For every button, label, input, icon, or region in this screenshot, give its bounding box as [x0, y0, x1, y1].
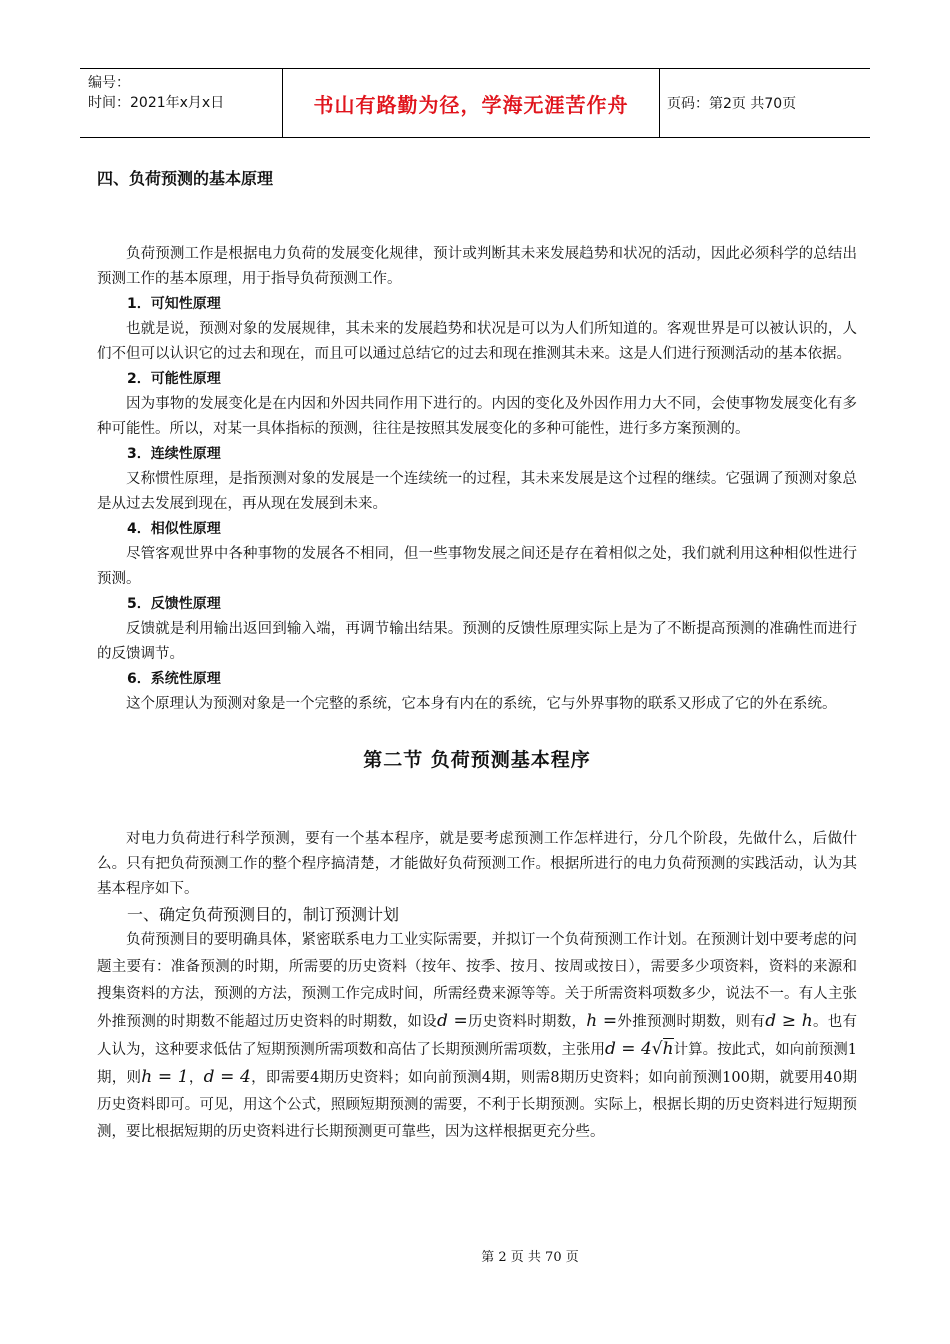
principle-heading: 6．系统性原理: [127, 671, 221, 687]
para-text: 负荷预测目的要明确具体，紧密联系电力工业实际需要，并拟订一个负荷预测工作计划。在预测计划中要考虑的问题主要有：准备预测的时期，所需要的历史资料（按年、按季、按月、按周或按日），需要多少项资料，资料的来源和搜集资料的方法，预测的方法，预测工作完成时间，所需经费来源等等。关于所需资料项数多少，说法不一。有人主张外推预测的时期数不能超过历史资料的时期数，如设: [97, 932, 857, 1030]
math-h-eq: h =: [586, 1011, 618, 1031]
document-body: [97, 168, 857, 1146]
page-header: [80, 68, 870, 138]
principle-heading: 2．可能性原理: [127, 371, 221, 387]
para-text: 计算。按此式，如向前预测1期，则: [97, 1042, 857, 1086]
principle-text: 也就是说，预测对象的发展规律，其未来的发展趋势和状况是可以为人们所知道的。客观世界是可以被认识的，人们不但可以认识它的过去和现在，而且可以通过总结它的过去和现在推测其未来。这是人们进行预测活动的基本依据。: [97, 321, 857, 362]
step-paragraph: [97, 927, 857, 1146]
para-text: ，: [188, 1070, 204, 1086]
chapter-title: 第二节 负荷预测基本程序: [363, 749, 591, 771]
principle-text: 尽管客观世界中各种事物的发展各不相同，但一些事物发展之间还是存在着相似之处，我们就利用这种相似性进行预测。: [97, 546, 857, 587]
principle-heading: 5．反馈性原理: [127, 596, 221, 612]
principle-heading: 4．相似性原理: [127, 521, 221, 537]
page-footer: 第 2 页 共 70 页: [481, 1250, 579, 1265]
para-text: 外推预测时期数，则有: [617, 1014, 766, 1030]
header-number: 编号：: [88, 75, 130, 91]
math-d-eq: d =: [436, 1011, 468, 1031]
math-h1: h = 1: [141, 1067, 189, 1087]
para-text: ，即需要4期历史资料；如向前预测4期，则需8期历史资料；如向前预测100期，就要用40期历史资料即可。可见，用这个公式，照顾短期预测的需要，不利于长期预测。实际上，根据长期的历史资料进行短期预测，要比根据短期的历史资料进行长期预测更可靠些，因为这样根据更充分些。: [97, 1070, 858, 1140]
para-text: 历史资料时期数，: [467, 1014, 587, 1030]
principle-text: 这个原理认为预测对象是一个完整的系统，它本身有内在的系统，它与外界事物的联系又形成了它的外在系统。: [126, 696, 837, 712]
step-heading: 一、确定负荷预测目的，制订预测计划: [127, 905, 400, 924]
chapter-intro: 对电力负荷进行科学预测，要有一个基本程序，就是要考虑预测工作怎样进行，分几个阶段，先做什么，后做什么。只有把负荷预测工作的整个程序搞清楚，才能做好负荷预测工作。根据所进行的电力负荷预测的实践活动，认为其基本程序如下。: [97, 831, 857, 897]
math-d4: d = 4: [203, 1067, 251, 1087]
principle-text: 因为事物的发展变化是在内因和外因共同作用下进行的。内因的变化及外因作用力大不同，会使事物发展变化有多种可能性。所以，对某一具体指标的预测，往往是按照其发展变化的多种可能性，进行多方案预测的。: [97, 396, 857, 437]
math-inequality: d ≥ h: [765, 1011, 813, 1031]
sqrt-icon: √: [651, 1039, 663, 1059]
header-left: [88, 73, 278, 113]
math-formula: [605, 1038, 674, 1059]
principle-text: 又称惯性原理，是指预测对象的发展是一个连续统一的过程，其未来发展是这个过程的继续。它强调了预测对象总是从过去发展到现在，再从现在发展到未来。: [97, 471, 857, 512]
header-page-number: 页码：第2页 共70页: [667, 96, 797, 112]
header-motto: 书山有路勤为径，学海无涯苦作舟: [313, 92, 629, 117]
section-intro: 负荷预测工作是根据电力负荷的发展变化规律，预计或判断其未来发展趋势和状况的活动，因此必须科学的总结出预测工作的基本原理，用于指导负荷预测工作。: [97, 246, 857, 287]
math-formula-lhs: d = 4: [605, 1039, 652, 1059]
principle-text: 反馈就是利用输出返回到输入端，再调节输出结果。预测的反馈性原理实际上是为了不断提高预测的准确性而进行的反馈调节。: [97, 621, 857, 662]
para-text: 。也有人认为，这种要求低估了短期预测所需项数和高估了长期预测所需项数，主张用: [97, 1014, 858, 1058]
header-date: 时间：2021年x月x日: [88, 95, 225, 111]
math-formula-radicand: h: [662, 1039, 674, 1059]
principle-heading: 1．可知性原理: [127, 296, 221, 312]
principle-heading: 3．连续性原理: [127, 446, 221, 462]
section-title: 四、负荷预测的基本原理: [97, 169, 274, 188]
header-divider: [659, 69, 660, 137]
